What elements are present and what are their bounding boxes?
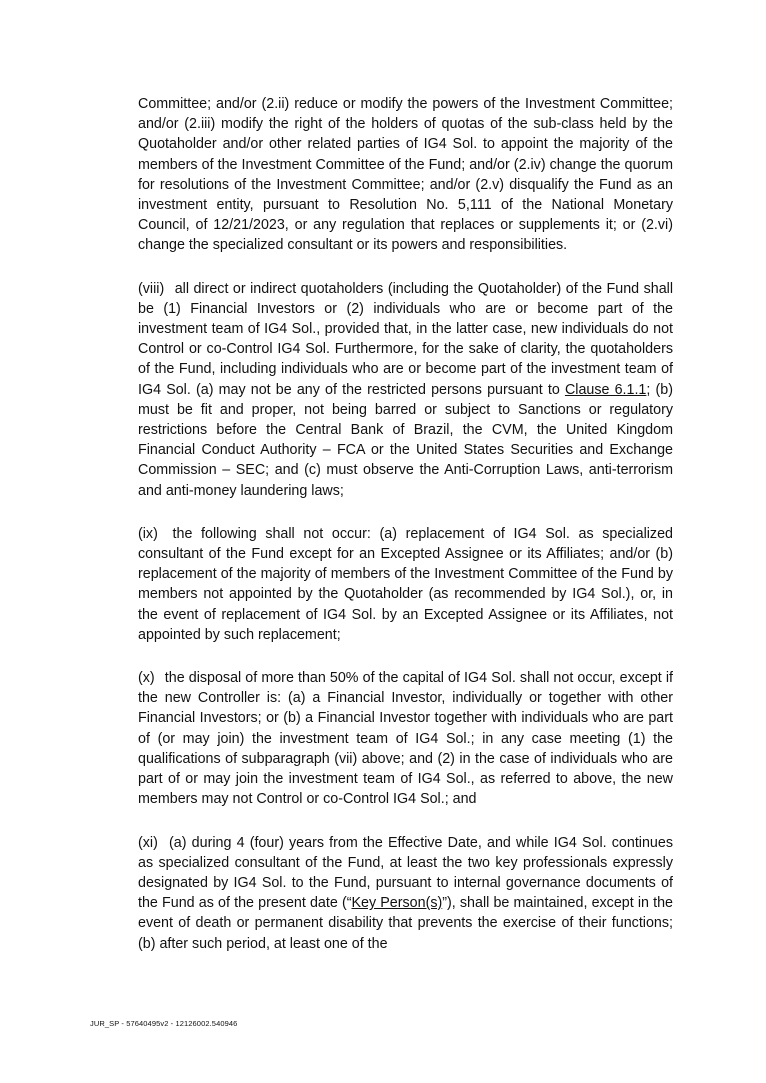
- paragraph-text: the disposal of more than 50% of the capital of IG4 Sol. shall not occur, except if the new Controller is: (a) a Financial Investor, individually or together with other Financial Investors; or (b) a Financial Investor together with individuals who are part of (or may join) the investment team of IG4 Sol.; in any case meeting (1) the qualifications of subparagraph (vii) above; and (2) in the case of individuals who are part of or may join the investment team of IG4 Sol., as referred to above, the new members may not Control or co-Control IG4 Sol.; and: [138, 670, 673, 808]
- paragraph-text: (a) during 4 (four) years from the Effective Date, and while IG4 Sol. continues as specialized consultant of the Fund, at least the two key professionals expressly designated by IG4 Sol. to the Fund, pursuant to internal governance documents of the Fund as of the present date (“: [138, 834, 673, 912]
- document-footer-id: JUR_SP - 57640495v2 - 12126002.540946: [90, 1019, 238, 1028]
- paragraph-text: ; (b) must be fit and proper, not being barred or subject to Sanctions or regulatory restrictions before the Central Bank of Brazil, the CVM, the United Kingdom Financial Conduct Authority – FCA or the United States Securities and Exchange Commission – SEC; and (c) must observe the Anti-Corruption Laws, anti-terrorism and anti-money laundering laws;: [138, 381, 673, 499]
- paragraph-text: Committee; and/or (2.ii) reduce or modify the powers of the Investment Committee; and/or (2.iii) modify the right of the holders of quotas of the sub-class held by the Quotaholder and/or other related parties of IG4 Sol. to appoint the majority of the members of the Investment Committee of the Fund; and/or (2.iv) change the quorum for resolutions of the Investment Committee; and/or (2.v) disqualify the Fund as an investment entity, pursuant to Resolution No. 5,111 of the National Monetary Council, of 12/21/2023, or any regulation that replaces or supplements it; or (2.vi) change the specialized consultant or its powers and responsibilities.: [138, 96, 673, 254]
- paragraph-text: the following shall not occur: (a) replacement of IG4 Sol. as specialized consultant of the Fund except for an Excepted Assignee or its Affiliates; and/or (b) replacement of the majority of members of the Investment Committee of the Fund by members not appointed by the Quotaholder (as recommended by IG4 Sol.), or, in the event of replacement of IG4 Sol. by an Excepted Assignee or its Affiliates, not appointed by such replacement;: [138, 525, 673, 643]
- defined-term-key-persons: Key Person(s): [351, 895, 443, 912]
- paragraph-number: (ix): [138, 525, 158, 542]
- paragraph-viii: [138, 279, 673, 501]
- paragraph-number: (xi): [138, 834, 158, 851]
- paragraph-x: [138, 668, 673, 809]
- clause-reference-link[interactable]: Clause 6.1.1: [564, 381, 647, 398]
- document-body: [138, 94, 673, 954]
- paragraph-ix: [138, 524, 673, 645]
- paragraph-text: all direct or indirect quotaholders (including the Quotaholder) of the Fund shall be (1) Financial Investors or (2) individuals who are or become part of the investment team of IG4 Sol., provided that, in the latter case, new individuals do not Control or co-Control IG4 Sol. Furthermore, for the sake of clarity, the quotaholders of the Fund, including individuals who are or become part of the investment team of IG4 Sol. (a) may not be any of the restricted persons pursuant to: [138, 280, 673, 398]
- paragraph-number: (viii): [138, 280, 165, 297]
- paragraph-number: (x): [138, 670, 155, 687]
- paragraph-text: ”), shall be maintained, except in the event of death or permanent disability that prevents the exercise of their functions; (b) after such period, at least one of the: [138, 895, 674, 952]
- paragraph-xi: [138, 833, 673, 954]
- paragraph-continuation: [138, 94, 673, 256]
